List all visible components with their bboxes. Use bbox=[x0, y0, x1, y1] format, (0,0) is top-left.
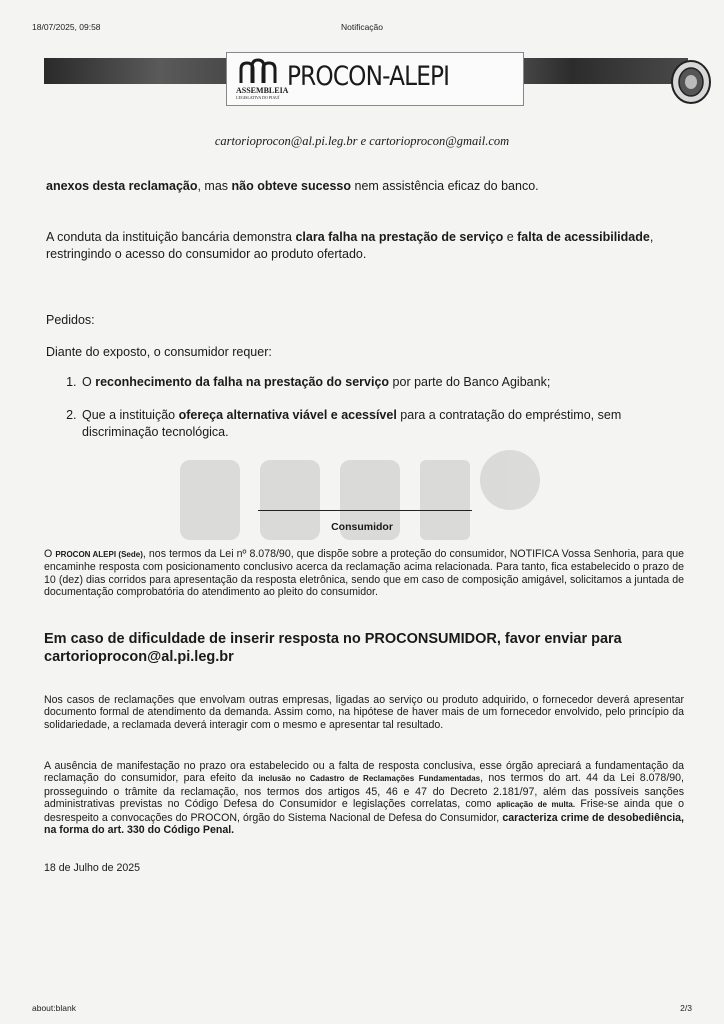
contact-emails bbox=[0, 134, 724, 149]
notice-paragraph-2: Nos casos de reclamações que envolvam outras empresas, ligadas ao serviço ou produto adquirido, o fornecedor deverá apresentar documento formal de atendimento da demanda. Assim como, na hipótese de haver mais de um fornecedor envolvido, pelo princípio da solidariedade, a reclamada deverá interagir com o mesmo e apresentar tal resultado. bbox=[44, 694, 684, 731]
print-url: about:blank bbox=[32, 1003, 76, 1013]
email-1[interactable]: cartorioprocon@al.pi.leg.br bbox=[214, 134, 358, 148]
request-item-2: 2. Que a instituição ofereça alternativa viável e acessível para a contratação do empréstimo, sem discriminação tecnológica. bbox=[80, 407, 682, 441]
signature-line bbox=[258, 510, 472, 511]
assembleia-logo-icon bbox=[235, 57, 289, 101]
notice-date: 18 de Julho de 2025 bbox=[44, 862, 141, 874]
notice-paragraph-3: A ausência de manifestação no prazo ora estabelecido ou a falta de resposta conclusiva, esse órgão apreciará a fundamentação da reclamação do consumidor, para efeito da inclusão no Cadastro de Reclamações Fundamentadas, nos termos do art. 44 da Lei 8.078/90, prosseguindo o trâmite da reclamação, nos termos dos artigos 45, 46 e 47 do Decreto 2.181/97, além das possíveis sanções administrativas previstas no Código Defesa do Consumidor e legislações correlatas, como aplicação de multa. Frise-se ainda que o desrespeito a convocações do PROCON, órgão do Sistema Nacional de Defesa do Consumidor, caracteriza crime de desobediência, na forma do art. 330 do Código Penal. bbox=[44, 760, 684, 837]
requests-intro: Diante do exposto, o consumidor requer: bbox=[46, 345, 272, 359]
complaint-paragraph-2: A conduta da instituição bancária demonstra clara falha na prestação de serviço e falta de acessibilidade, restringindo o acesso do consumidor ao produto ofertado. bbox=[46, 230, 654, 261]
print-datetime: 18/07/2025, 09:58 bbox=[32, 22, 101, 32]
notice-paragraph-1: O PROCON ALEPI (Sede), nos termos da Lei nº 8.078/90, que dispõe sobre a proteção do consumidor, NOTIFICA Vossa Senhoria, para que encaminhe resposta com posicionamento conclusivo acerca da reclamação acima relacionada. Para tanto, fica estabelecido o prazo de 10 (dez) dias corridos para apresentação da resposta eletrônica, sendo que em caso de composição amigável, solicitamos a juntada de documentação comprobatória do atendimento ao pleito do consumidor. bbox=[44, 548, 684, 599]
email-2[interactable]: cartorioprocon@gmail.com bbox=[369, 134, 510, 148]
logo-box bbox=[226, 52, 524, 106]
print-title: Notificação bbox=[340, 22, 384, 32]
seal-icon bbox=[669, 59, 713, 105]
notice-highlight: Em caso de dificuldade de inserir resposta no PROCONSUMIDOR, favor enviar para cartorioprocon@al.pi.leg.br bbox=[44, 631, 622, 665]
print-page-number: 2/3 bbox=[680, 1003, 692, 1013]
requests-list bbox=[46, 374, 682, 457]
logo-caption-2: LEGISLATIVA DO PIAUÍ bbox=[236, 95, 280, 100]
procon-banner bbox=[44, 48, 688, 118]
logo-caption-1: ASSEMBLEIA bbox=[236, 86, 289, 95]
logo-title: PROCON-ALEPI bbox=[287, 61, 450, 92]
email-separator: e bbox=[357, 134, 370, 148]
pedidos-label: Pedidos: bbox=[46, 313, 95, 327]
complaint-paragraph-1: anexos desta reclamação, mas não obteve sucesso nem assistência eficaz do banco. bbox=[46, 179, 539, 193]
signature-label: Consumidor bbox=[331, 521, 393, 533]
request-item-1: 1. O reconhecimento da falha na prestação do serviço por parte do Banco Agibank; bbox=[80, 374, 682, 391]
